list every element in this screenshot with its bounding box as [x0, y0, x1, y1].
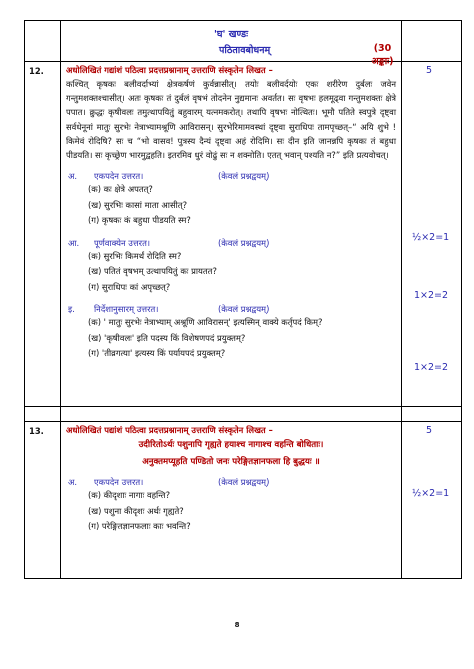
q12-part-a-letter: अ. [68, 171, 78, 182]
question-12-content [61, 62, 402, 407]
question-12-passage: कश्चित् कृषकः बलीवर्दाभ्यां क्षेत्रकर्षणं कुर्वन्नासीत्। तयोः बलीवर्दयोः एकः शरीरेण दुर्बलः जवेन गन्तुमशक्तश्चासीत्। अतः कृषकः तं दुर्बलं वृषभं तोदनेन नुद्यमानः अवर्तत। सः वृषभः हलमूढ्वा गन्तुमशक्तः क्षेत्रे पपात। क्रुद्धः कृषीवलः तमुत्थापयितुं बहुवारम् यत्नमकरोत्। तथापि वृषभः नोत्थितः। भूमौ पतिते स्वपुत्रे दृष्ट्वा सर्वधेनूनां मातुः सुरभेः नेत्राभ्यामश्रूणि आविरासन्। सुरभेरिमामवस्थां दृष्ट्वा सुराधिपः तामपृच्छत्–“ अयि शुभे ! किमेवं रोदिषि? सः च “भो वासव! पुत्रस्य दैन्यं दृष्ट्वा अहं रोदिमि। सः दीन इति जानन्नपि कृषकः तं बहुधा पीडयति। सः कृच्छ्रेण भारमुद्वहति। इतरमिव धुरं वोढुं सः न शक्नोति। एतत् भवान् पश्यति न?” इति प्रत्यवोचत्। [66, 79, 396, 161]
q12-i-question: (क) ' मातुः सुरभेः नेत्राभ्याम् अश्रूणि आविरासन्' इत्यस्मिन् वाक्ये कर्तृपदं किम्? [88, 317, 323, 328]
question-12-marks-cell [402, 62, 462, 407]
q12-part-i-heading [66, 303, 396, 315]
q13-a-question: (क) कीदृशाः नागाः वहन्ति? [88, 490, 171, 500]
verse-line-2: अनुक्तमप्यूहति पण्डितो जनः परेङ्गितज्ञानफला हि बुद्धयः ॥ [142, 457, 320, 467]
q12-a-question: (ग) कृषकः कं बहुधा पीडयति स्म? [88, 215, 191, 226]
q12-i-question: (ख) 'कृषीवलः' इति पदस्य किं विशेषणपदं प्रयुक्तम्? [88, 332, 246, 343]
q13-part-a-marks: ½×2=1 [412, 488, 450, 499]
page-number: 8 [234, 621, 240, 629]
q13-part-a-note: (केवलं प्रश्नद्वयम्) [218, 477, 270, 487]
q12-aa-question: (क) सुरभिः किमर्थं रोदिति स्म? [88, 250, 182, 261]
q13-part-a-title: एकपदेन उत्तरत। [94, 477, 144, 487]
q12-a-question: (क) कः क्षेत्रे अपतत्? [88, 184, 153, 195]
q13-part-a-heading [66, 476, 396, 488]
exam-page [24, 20, 454, 579]
section-marks: (30 अङ्काः) [371, 43, 394, 67]
question-12-row [25, 62, 462, 407]
q12-part-i-note: (केवलं प्रश्नद्वयम्) [218, 304, 270, 315]
q12-part-a-marks: ½×2=1 [412, 232, 450, 243]
question-13-content [61, 422, 402, 579]
q12-part-a-heading [66, 170, 396, 182]
q12-aa-question: (ख) पतितं वृषभम् उत्थापयितुं कः प्रायतत? [88, 266, 217, 277]
section-khand: 'घ' खण्डः [213, 29, 249, 40]
spacer-row [25, 407, 462, 422]
q12-part-i-title: निर्देशानुसारम् उत्तरत। [94, 304, 159, 315]
section-header-cell [61, 21, 402, 67]
q13-part-a-letter: अ. [68, 477, 78, 487]
question-table [24, 20, 462, 579]
question-12-instruction: अधोलिखितं गद्यांशं पठित्वा प्रदत्तप्रश्नानाम् उत्तराणि संस्कृतेन लिखत – [66, 65, 273, 75]
q12-part-i-marks: 1×2=2 [414, 362, 449, 373]
section-marks-cell [402, 21, 462, 62]
section-header-row [25, 21, 462, 62]
question-13-instruction: अधोलिखितं पद्यांशं पठित्वा प्रदत्तप्रश्नानाम् उत्तराणि संस्कृतेन लिखत – [66, 425, 273, 435]
q12-part-a-note: (केवलं प्रश्नद्वयम्) [218, 171, 270, 182]
section-number-cell [25, 21, 61, 62]
q12-i-question: (ग) 'तीव्रगत्या' इत्यस्य किं पर्यायपदं प्रयुक्तम्? [88, 348, 226, 359]
question-13-total-marks: 5 [426, 425, 433, 436]
q12-part-a-title: एकपदेन उत्तरत। [94, 171, 144, 182]
question-13-number: 13. [25, 422, 61, 579]
q13-a-question: (ग) परेङ्गितज्ञानफलाः काः भवन्ति? [88, 521, 191, 531]
q12-part-aa-note: (केवलं प्रश्नद्वयम्) [218, 237, 270, 248]
q12-part-aa-letter: आ. [68, 237, 80, 248]
q12-part-aa-title: पूर्णवाक्येन उत्तरत। [94, 237, 151, 248]
q12-part-aa-heading [66, 237, 396, 249]
q12-part-i-letter: इ. [68, 304, 75, 315]
q12-a-question: (ख) सुरभिः कासां माता आसीत्? [88, 199, 188, 210]
question-13-row [25, 422, 462, 579]
section-title: पठितावबोधनम् [219, 45, 271, 56]
question-12-number: 12. [25, 62, 61, 407]
verse-line-1: उदीरितोऽर्थः पशुनापि गृह्यते हयाश्च नागाश्च वहन्ति बोधिताः। [138, 440, 324, 450]
question-12-total-marks: 5 [426, 65, 433, 76]
q12-part-aa-marks: 1×2=2 [414, 290, 449, 301]
q13-a-question: (ख) पशुना कीदृशः अर्थः गृह्यते? [88, 505, 184, 516]
q12-aa-question: (ग) सुराधिपः कां अपृच्छत्? [88, 281, 171, 292]
question-13-marks-cell [402, 422, 462, 579]
